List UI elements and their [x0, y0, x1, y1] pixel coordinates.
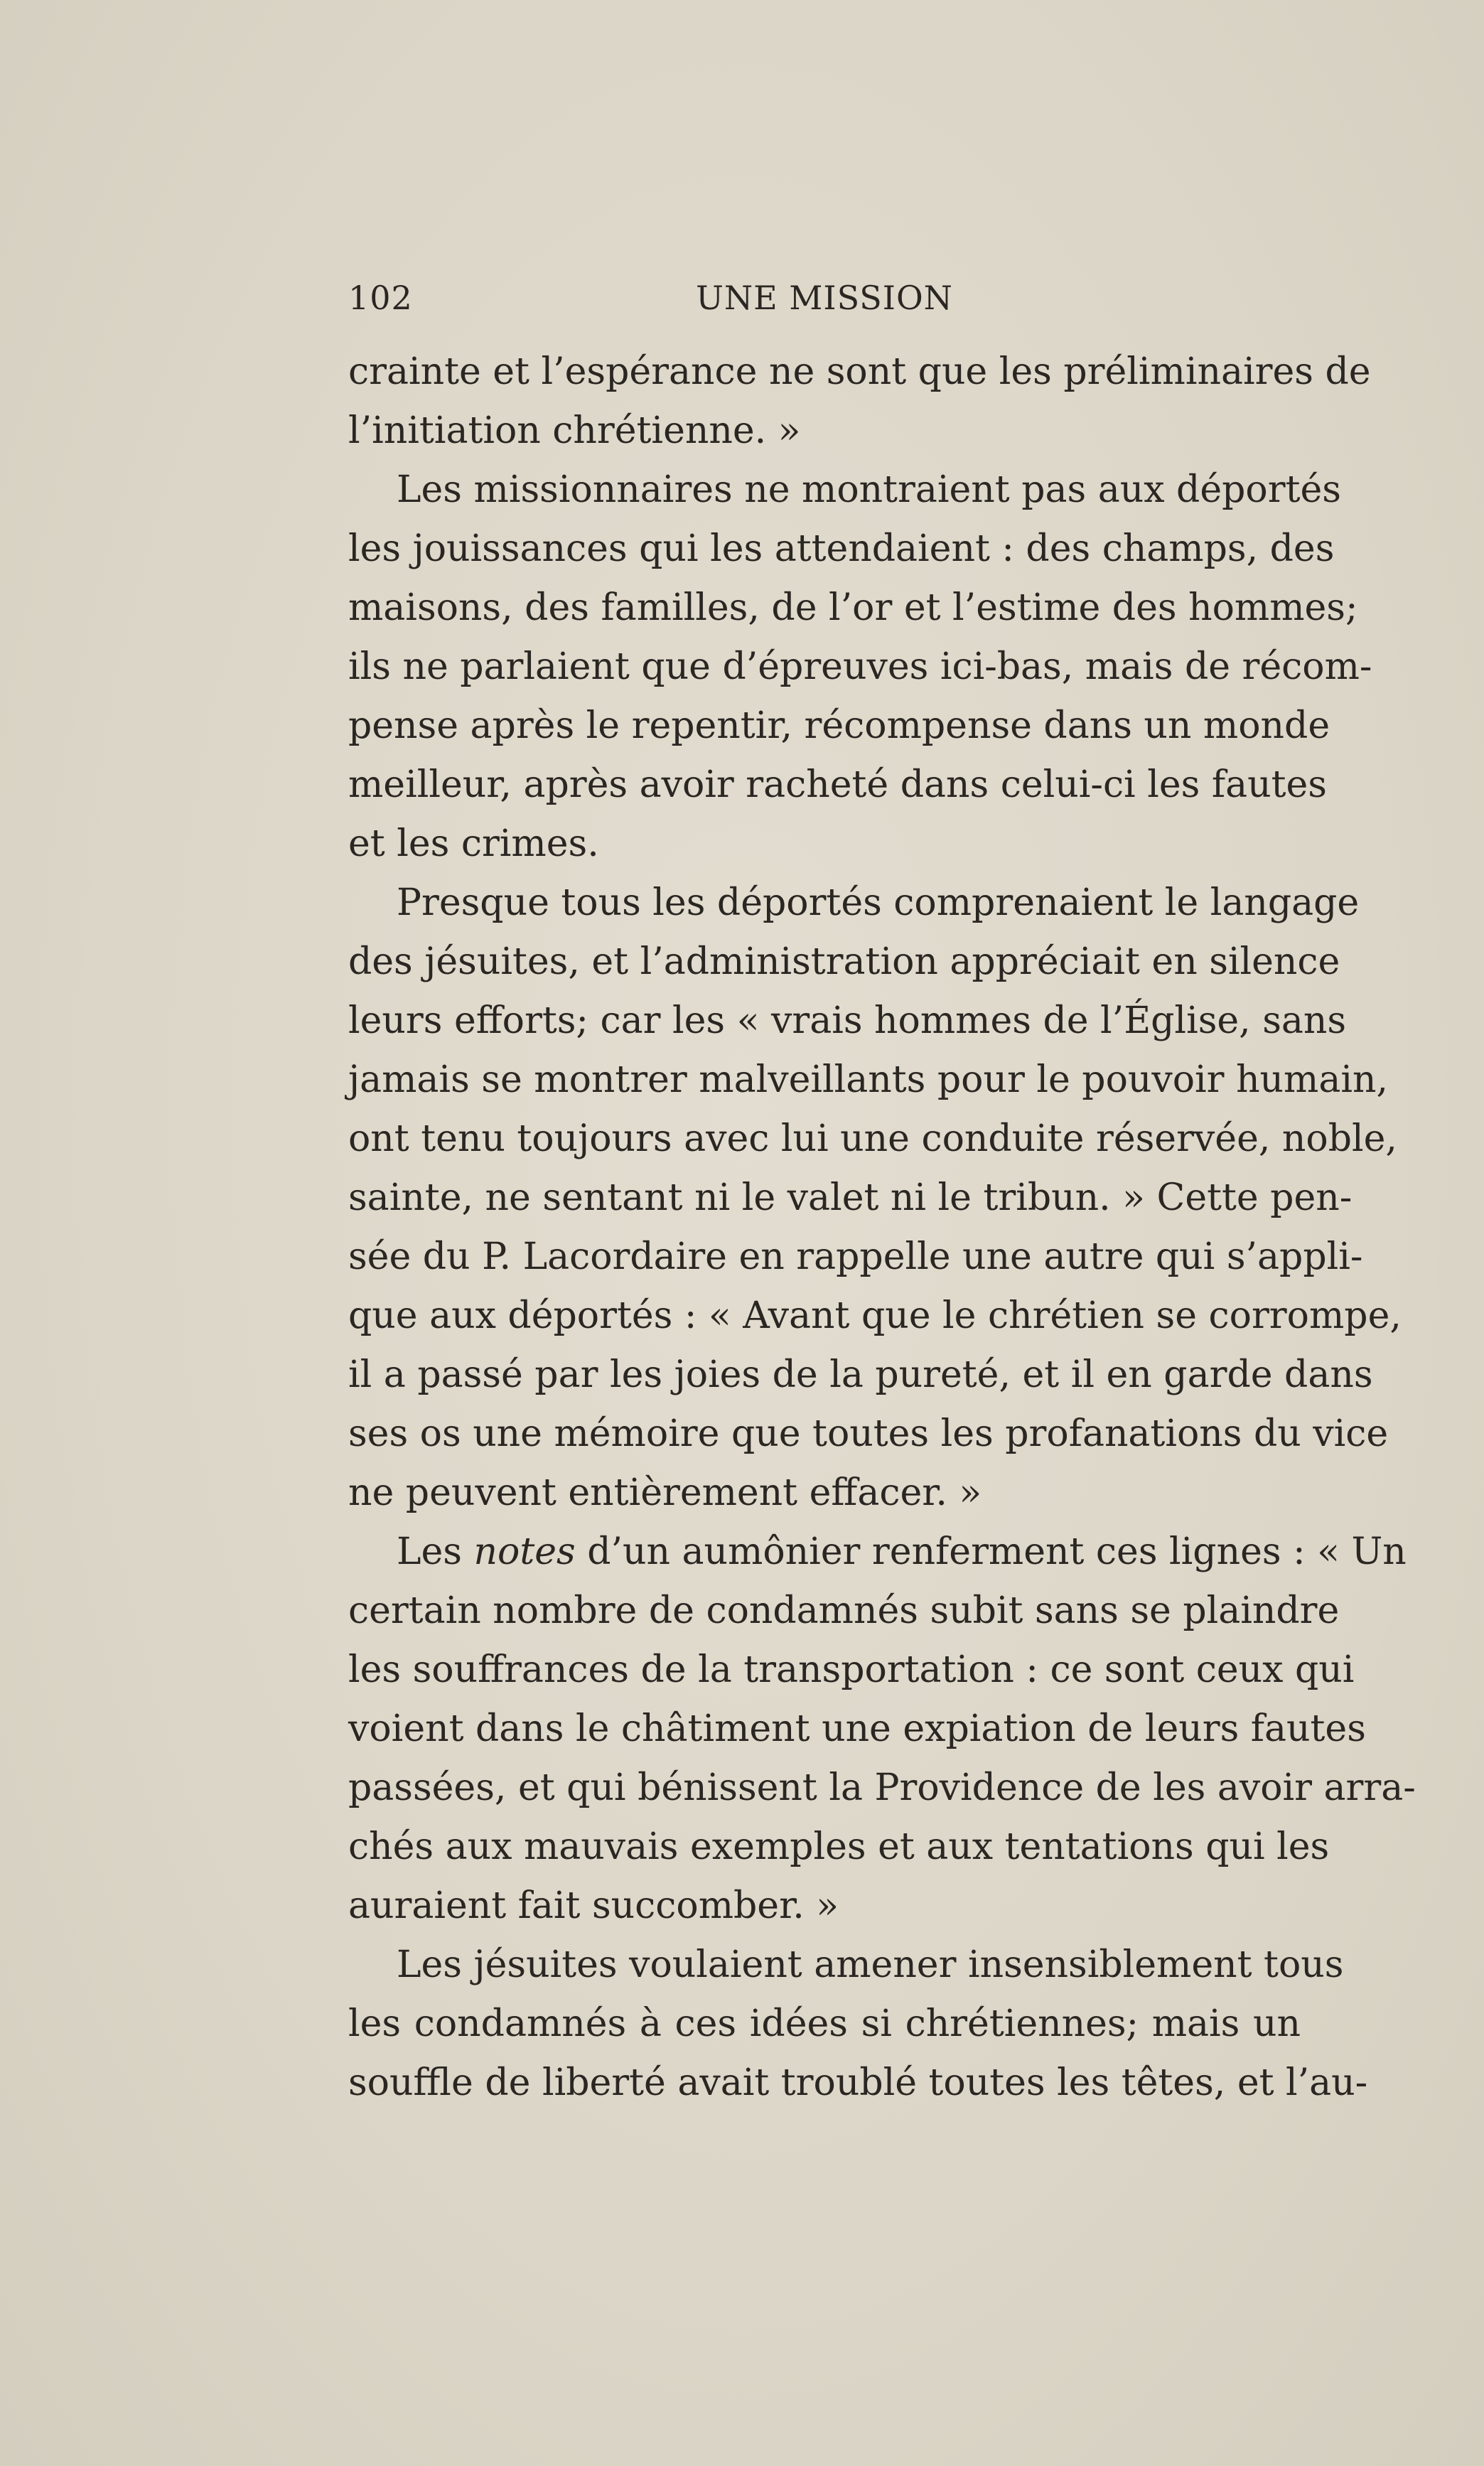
text-line-with-italic	[348, 1523, 1407, 1582]
text-line: ses os une mémoire que toutes les profanations du vice	[348, 1412, 1389, 1455]
text-line: il a passé par les joies de la pureté, et il en garde dans	[348, 1353, 1373, 1396]
text-line: des jésuites, et l’administration appréciait en silence	[348, 940, 1340, 983]
text-line: ne peuvent entièrement effacer. »	[348, 1471, 982, 1514]
text-line: ont tenu toujours avec lui une conduite réservée, noble,	[348, 1117, 1397, 1160]
text-line: et les crimes.	[348, 822, 599, 865]
text-line: les jouissances qui les attendaient : des champs, des	[348, 527, 1335, 570]
text-line: voient dans le châtiment une expiation de leurs fautes	[348, 1708, 1366, 1750]
italic-word: notes	[473, 1530, 576, 1573]
text-line: crainte et l’espérance ne sont que les préliminaires de	[348, 350, 1371, 393]
text-line: sée du P. Lacordaire en rappelle une autre qui s’appli-	[348, 1235, 1363, 1278]
text-line: passées, et qui bénissent la Providence de les avoir arra-	[348, 1767, 1416, 1809]
text-line: chés aux mauvais exemples et aux tentations qui les	[348, 1826, 1330, 1868]
text-line: les condamnés à ces idées si chrétiennes; mais un	[348, 2003, 1301, 2045]
text-line: maisons, des familles, de l’or et l’estime des hommes;	[348, 586, 1358, 629]
text-line: certain nombre de condamnés subit sans se plaindre	[348, 1590, 1340, 1632]
text-line: l’initiation chrétienne. »	[348, 409, 801, 452]
running-title: UNE MISSION	[696, 279, 953, 317]
text-line: sainte, ne sentant ni le valet ni le tribun. » Cette pen-	[348, 1176, 1353, 1219]
text-line: jamais se montrer malveillants pour le pouvoir humain,	[348, 1058, 1389, 1101]
page-number: 102	[348, 279, 413, 317]
text-fragment: d’un aumônier renferment ces lignes : « Un	[587, 1530, 1407, 1573]
text-line: Presque tous les déportés comprenaient le langage	[397, 881, 1360, 924]
text-line: ils ne parlaient que d’épreuves ici-bas, mais de récom-	[348, 645, 1372, 688]
text-line: meilleur, après avoir racheté dans celui-ci les fautes	[348, 763, 1327, 806]
text-line: que aux déportés : « Avant que le chrétien se corrompe,	[348, 1294, 1402, 1337]
text-line: Les missionnaires ne montraient pas aux déportés	[397, 468, 1341, 511]
text-fragment	[576, 1530, 588, 1573]
text-line: leurs efforts; car les « vrais hommes de l’Église, sans	[348, 999, 1347, 1042]
text-line: Les jésuites voulaient amener insensiblement tous	[397, 1944, 1344, 1986]
text-line: les souffrances de la transportation : ce sont ceux qui	[348, 1649, 1355, 1691]
text-line: souffle de liberté avait troublé toutes les têtes, et l’au-	[348, 2062, 1368, 2104]
body-text	[348, 343, 1416, 2113]
page-header	[348, 279, 1301, 328]
text-line: auraient fait succomber. »	[348, 1885, 839, 1927]
text-line: pense après le repentir, récompense dans un monde	[348, 704, 1330, 747]
text-fragment: Les	[397, 1530, 474, 1573]
